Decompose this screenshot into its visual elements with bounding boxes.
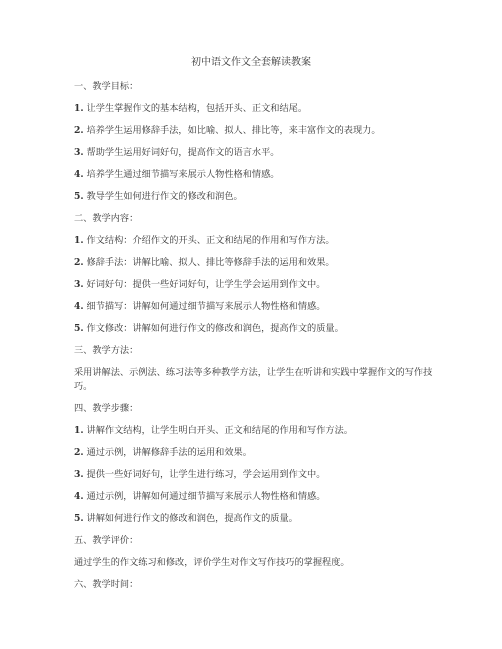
item-number: 4.	[74, 169, 84, 180]
document-title: 初中语文作文全套解读教案	[191, 57, 311, 68]
item-number: 4.	[74, 301, 84, 312]
list-item	[74, 256, 436, 270]
item-text: 帮助学生运用好词好句，提高作文的语言水平。	[83, 147, 280, 158]
item-number: 1.	[74, 235, 84, 246]
item-text: 讲解作文结构，让学生明白开头、正文和结尾的作用和写作方法。	[83, 425, 353, 436]
section-heading-time: 六、教学时间：	[74, 579, 139, 590]
list-item	[74, 102, 436, 116]
list-item	[74, 234, 436, 248]
item-number: 2.	[74, 447, 84, 458]
list-item	[74, 124, 436, 138]
item-text: 提供一些好词好句，让学生进行练习，学会运用到作文中。	[83, 469, 326, 480]
item-number: 4.	[74, 491, 84, 502]
list-item	[74, 490, 436, 504]
list-item	[74, 190, 436, 204]
section-heading-evaluation: 五、教学评价：	[74, 535, 139, 546]
item-text: 让学生掌握作文的基本结构，包括开头、正文和结尾。	[83, 103, 308, 114]
list-item	[74, 468, 436, 482]
paragraph: 采用讲解法、示例法、练习法等多种教学方法，让学生在听讲和实践中掌握作文的写作技巧。	[74, 367, 433, 392]
list-item	[74, 322, 436, 336]
item-text: 作文结构：介绍作文的开头、正文和结尾的作用和写作方法。	[83, 235, 335, 246]
item-text: 修辞手法：讲解比喻、拟人、排比等修辞手法的运用和效果。	[83, 257, 335, 268]
item-number: 3.	[74, 469, 84, 480]
item-text: 细节描写：讲解如何通过细节描写来展示人物性格和情感。	[83, 301, 326, 312]
list-item	[74, 168, 436, 182]
item-text: 教导学生如何进行作文的修改和润色。	[83, 191, 243, 202]
item-number: 3.	[74, 279, 84, 290]
list-item	[74, 446, 436, 460]
section-heading-content: 二、教学内容：	[74, 213, 139, 224]
list-item	[74, 278, 436, 292]
item-text: 培养学生运用修辞手法，如比喻、拟人、排比等，来丰富作文的表现力。	[83, 125, 381, 136]
item-text: 培养学生通过细节描写来展示人物性格和情感。	[83, 169, 280, 180]
item-text: 好词好句：提供一些好词好句，让学生学会运用到作文中。	[83, 279, 326, 290]
item-number: 5.	[74, 191, 84, 202]
item-number: 2.	[74, 257, 84, 268]
list-item	[74, 424, 436, 438]
item-number: 5.	[74, 323, 84, 334]
item-number: 2.	[74, 125, 84, 136]
item-number: 5.	[74, 513, 84, 524]
section-heading-steps: 四、教学步骤：	[74, 403, 139, 414]
list-item	[74, 146, 436, 160]
item-text: 作文修改：讲解如何进行作文的修改和润色，提高作文的质量。	[83, 323, 344, 334]
item-text: 通过示例，讲解修辞手法的运用和效果。	[83, 447, 252, 458]
paragraph: 通过学生的作文练习和修改，评价学生对作文写作技巧的掌握程度。	[74, 557, 350, 568]
section-heading-objectives: 一、教学目标：	[74, 81, 139, 92]
section-heading-methods: 三、教学方法：	[74, 345, 139, 356]
item-number: 1.	[74, 103, 84, 114]
item-text: 通过示例，讲解如何通过细节描写来展示人物性格和情感。	[83, 491, 326, 502]
item-text: 讲解如何进行作文的修改和润色，提高作文的质量。	[83, 513, 298, 524]
list-item	[74, 300, 436, 314]
item-number: 1.	[74, 425, 84, 436]
list-item	[74, 512, 436, 526]
item-number: 3.	[74, 147, 84, 158]
